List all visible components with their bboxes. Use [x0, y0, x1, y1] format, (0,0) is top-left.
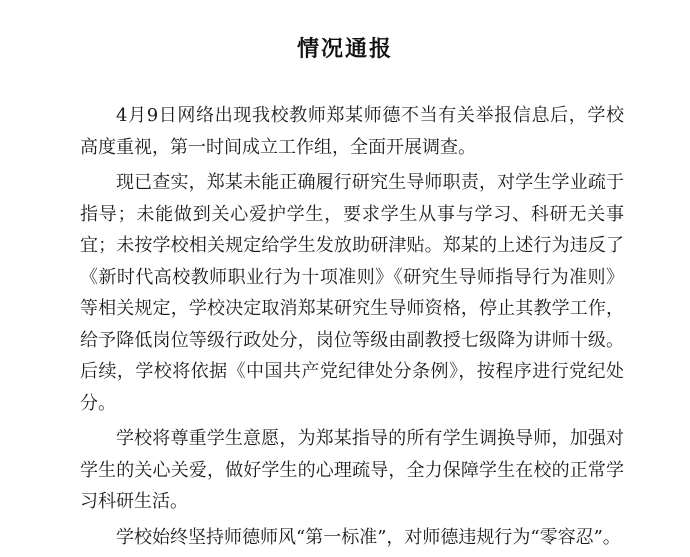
paragraph-findings-and-penalty: 现已查实，郑某未能正确履行研究生导师职责，对学生学业疏于指导；未能做到关心爱护学生，要求学生从事与学习、科研无关事宜；未按学校相关规定给学生发放助研津贴。郑某的上述行为违反了《新时代高校教师职业行为十项准则》《研究生导师指导行为准则》等相关规定，学校决定取消郑某研究生导师资格，停止其教学工作，给予降低岗位等级行政处分，岗位等级由副教授七级降为讲师十级。后续，学校将依据《中国共产党纪律处分条例》，按程序进行党纪处分。 — [80, 172, 624, 414]
document-body — [80, 100, 624, 557]
paragraph-student-support: 学校将尊重学生意愿，为郑某指导的所有学生调换导师，加强对学生的关心关爱，做好学生的心理疏导，全力保障学生在校的正常学习科研生活。 — [80, 428, 624, 512]
paragraph-report-received: 4月9日网络出现我校教师郑某师德不当有关举报信息后，学校高度重视，第一时间成立工作组，全面开展调查。 — [80, 105, 624, 158]
document-title: 情况通报 — [296, 36, 393, 62]
paragraph-zero-tolerance: 学校始终坚持师德师风“第一标准”，对师德违规行为“零容忍”。 — [116, 526, 621, 548]
